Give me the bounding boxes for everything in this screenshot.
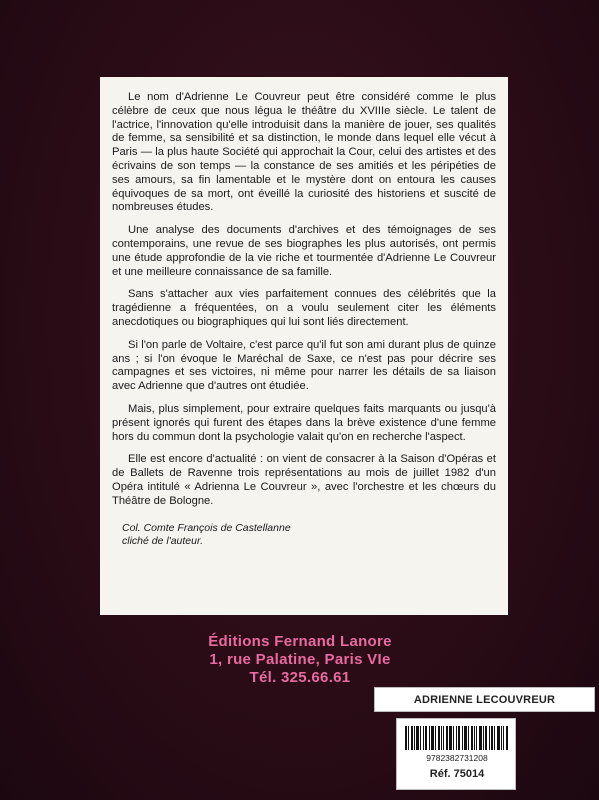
barcode-graphic xyxy=(405,726,509,750)
publisher-phone: Tél. 325.66.61 xyxy=(249,669,351,686)
publisher-address: 1, rue Palatine, Paris VIe xyxy=(209,651,391,668)
summary-paragraph-2: Une analyse des documents d'archives et des témoignages de ses contemporains, une revue de ses biographes les plus autorisés, ont permis une étude approfondie de la vie riche et tourmentée d'Adrienne Le Couvreur et une meilleure connaissance de sa famille. xyxy=(112,224,496,278)
summary-paragraph-3: Sans s'attacher aux vies parfaitement connues des célébrités que la tragédienne a fréquentées, on a voulu seulement citer les éléments anecdotiques ou biographiques qui lui sont liés directement. xyxy=(112,288,496,328)
photo-credit-author: cliché de l'auteur. xyxy=(122,534,203,547)
reference-number: Réf. 75014 xyxy=(429,768,485,780)
summary-paragraph-6: Elle est encore d'actualité : on vient de consacrer à la Saison d'Opéras et de Ballets de Ravenne trois représentations au mois de juillet 1982 d'un Opéra intitulé « Adrienna Le Couvreur », avec l'orchestre et les chœurs du Théâtre de Bologne. xyxy=(112,453,496,507)
library-title-label: ADRIENNE LECOUVREUR xyxy=(374,687,595,712)
isbn-number: 9782382731208 xyxy=(426,753,488,763)
photo-credit-collection: Col. Comte François de Castellanne xyxy=(122,521,291,534)
photo-credit xyxy=(122,522,496,548)
summary-paragraph-1: Le nom d'Adrienne Le Couvreur peut être considéré comme le plus célèbre de ceux que nous légua le théâtre du XVIIIe siècle. Le talent de l'actrice, l'innovation qu'elle introduisit dans la manière de jouer, ses qualités de femme, sa sensibilité et sa distinction, le monde dans lequel elle vécut à Paris — la plus haute Société qui approchait la Cour, celui des artistes et des écrivains de son temps — la constance de ses amitiés et les péripéties de ses amours, sa fin lamentable et le mystère dont on entoura les causes équivoques de sa mort, ont éveillé la curiosité des historiens et suscité de nombreuses études. xyxy=(112,91,496,214)
barcode-label xyxy=(396,718,516,790)
summary-paragraph-4: Si l'on parle de Voltaire, c'est parce qu'il fut son ami durant plus de quinze ans ; si l'on évoque le Maréchal de Saxe, ce n'est pas pour décrire ses campagnes et ses victoires, ni même pour narrer les détails de sa liaison avec Adrienne que d'autres ont étudiée. xyxy=(112,338,496,393)
publisher-name: Éditions Fernand Lanore xyxy=(208,633,392,650)
summary-paragraph-5: Mais, plus simplement, pour extraire quelques faits marquants ou jusqu'à présent ignorés qui furent des étapes dans la brève existence d'une femme hors du commun dont la psychologie valait qu'on en recherche l'aspect. xyxy=(112,402,496,443)
publisher-block xyxy=(150,633,450,687)
back-cover-text-panel xyxy=(100,77,508,615)
